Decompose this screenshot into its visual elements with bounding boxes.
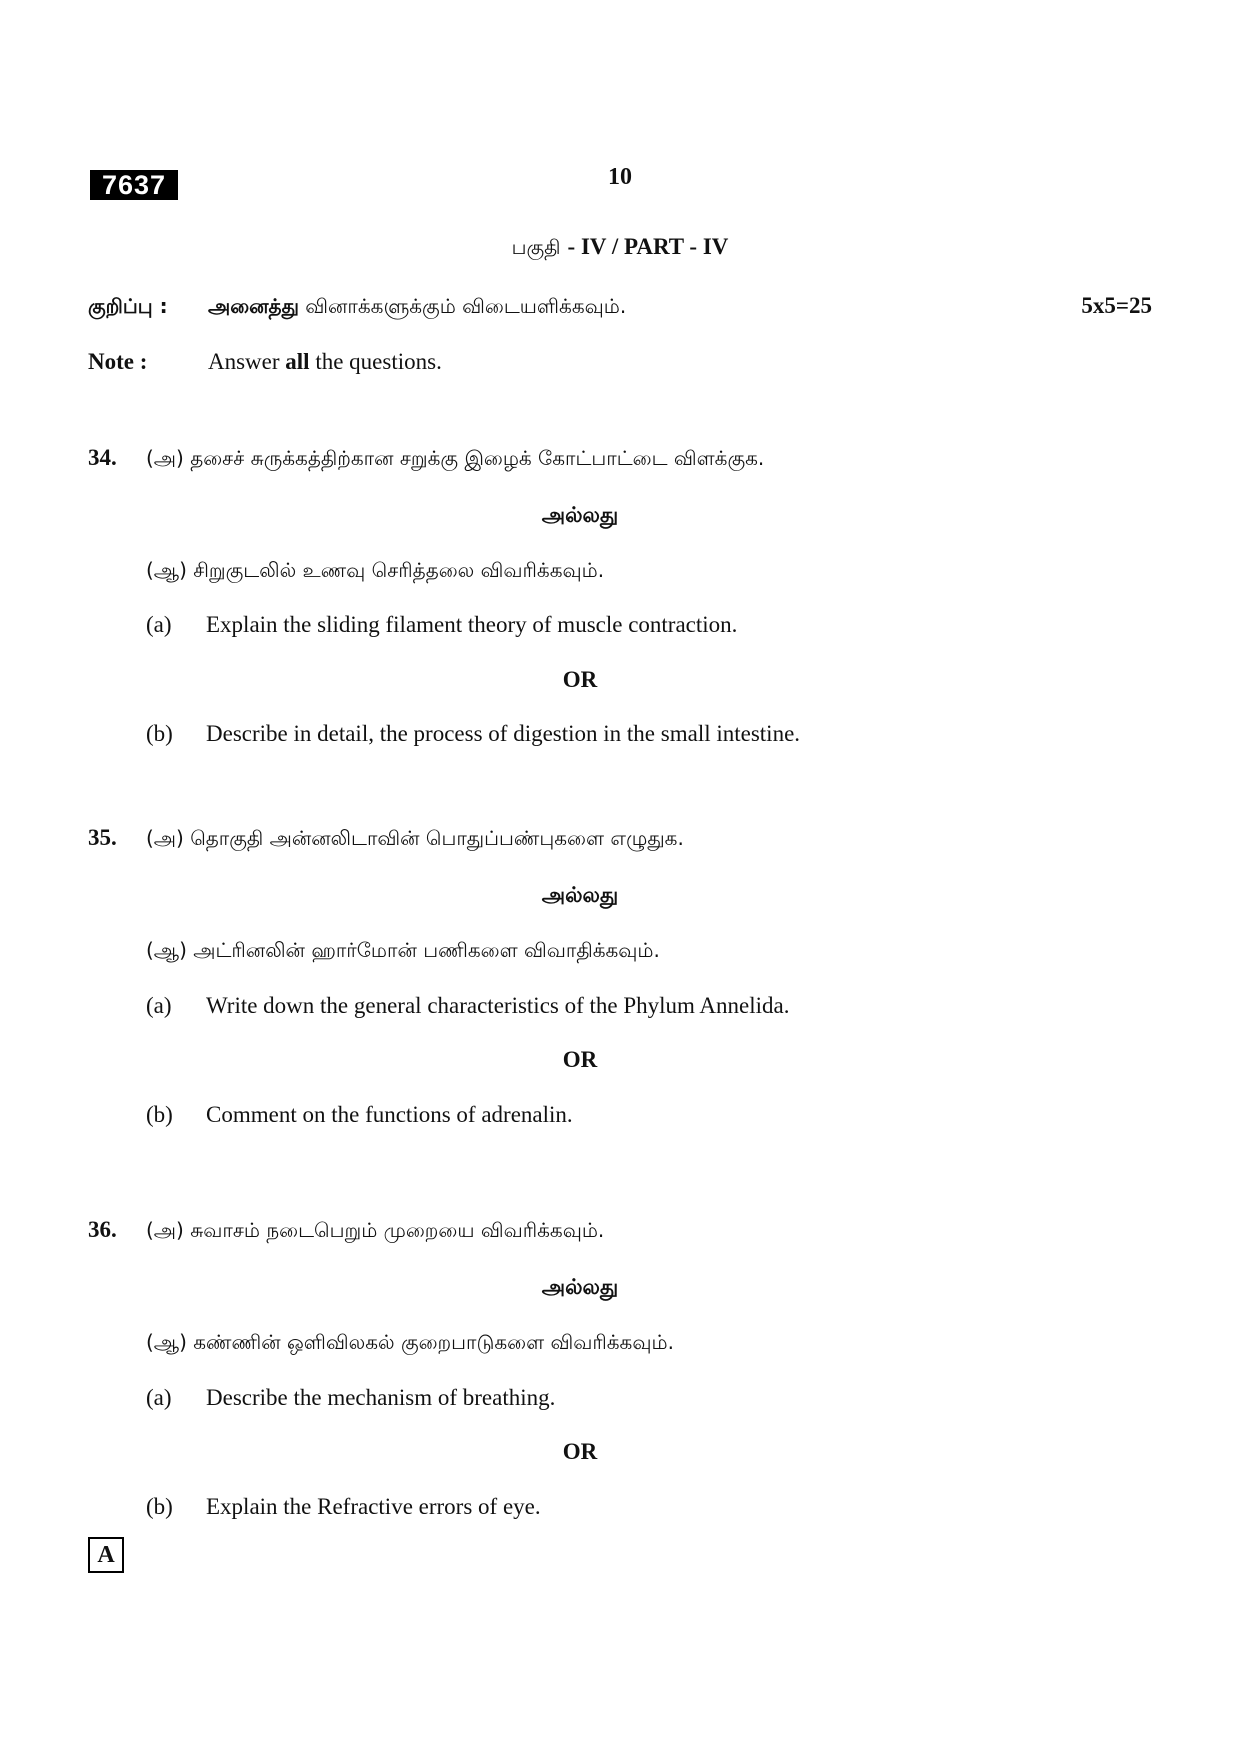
part-title-english: - IV / PART - IV (567, 234, 729, 259)
note-english-pre: Answer (208, 349, 280, 374)
option-b-label: (b) (146, 1494, 173, 1519)
note-english (88, 349, 888, 375)
question-tamil-b: (ஆ) கண்ணின் ஒளிவிலகல் குறைபாடுகளை விவரிக்கவும். (146, 1330, 674, 1354)
question-number: 35. (88, 825, 117, 850)
question-tamil-b: (ஆ) சிறுகுடலில் உணவு செரித்தலை விவரிக்கவும். (146, 558, 605, 582)
or-separator-tamil: அல்லது (541, 1275, 619, 1299)
option-a-label: (a) (146, 1385, 172, 1410)
question-english-a: Explain the sliding filament theory of muscle contraction. (206, 612, 738, 637)
question-english-a: Write down the general characteristics of the Phylum Annelida. (206, 993, 790, 1018)
or-separator-english: OR (562, 1047, 598, 1072)
or-separator-english: OR (562, 1439, 598, 1464)
question-tamil-b: (ஆ) அட்ரினலின் ஹார்மோன் பணிகளை விவாதிக்கவும். (146, 938, 660, 962)
marks-scheme: 5x5=25 (1081, 293, 1152, 318)
option-a-label: (a) (146, 993, 172, 1018)
note-english-post: the questions. (315, 349, 442, 374)
question-tamil-a: (அ) தொகுதி அன்னலிடாவின் பொதுப்பண்புகளை எழுதுக. (146, 826, 684, 850)
note-tamil-label: குறிப்பு : (88, 294, 168, 318)
or-separator-tamil: அல்லது (541, 503, 619, 527)
question-tamil-a: (அ) தசைச் சுருக்கத்திற்கான சறுக்கு இழைக் கோட்பாட்டை விளக்குக. (146, 446, 765, 470)
note-tamil (88, 294, 627, 321)
question-tamil-a: (அ) சுவாசம் நடைபெறும் முறையை விவரிக்கவும். (146, 1218, 605, 1242)
note-tamil-bold: அனைத்து (208, 294, 299, 318)
option-b-label: (b) (146, 1102, 173, 1127)
or-separator-english: OR (562, 667, 598, 692)
question-english-b: Describe in detail, the process of digestion in the small intestine. (206, 721, 801, 746)
option-b-label: (b) (146, 721, 173, 746)
question-number: 36. (88, 1217, 117, 1242)
question-number: 34. (88, 445, 117, 470)
part-title (0, 234, 1240, 262)
note-tamil-text: வினாக்களுக்கும் விடையளிக்கவும். (305, 294, 627, 318)
paper-code-badge: 7637 (90, 170, 178, 200)
note-english-label: Note : (88, 349, 148, 374)
question-english-b: Comment on the functions of adrenalin. (206, 1102, 573, 1127)
or-separator-tamil: அல்லது (541, 883, 619, 907)
part-title-tamil: பகுதி (511, 235, 561, 259)
question-english-b: Explain the Refractive errors of eye. (206, 1494, 541, 1519)
version-mark-box: A (88, 1537, 124, 1573)
note-english-bold: all (285, 349, 310, 374)
option-a-label: (a) (146, 612, 172, 637)
question-english-a: Describe the mechanism of breathing. (206, 1385, 556, 1410)
page-number: 10 (608, 164, 632, 190)
